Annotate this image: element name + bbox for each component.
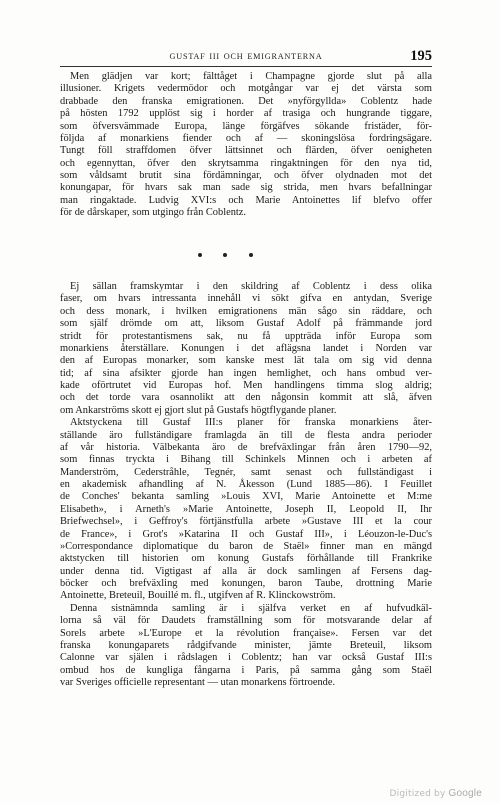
text-line: under denna tid. Vigtigast af alla är dock samlingen af Fersens dag-	[60, 565, 432, 577]
text-line: drabbade den franska emigrationen. Det »nyförgyllda» Coblentz hade	[60, 95, 432, 107]
section-separator	[0, 249, 500, 263]
watermark-text: Digitized by	[389, 789, 446, 799]
text-line: och dess monark, i hvilken emigrationens män sågo sin räddare, och	[60, 305, 432, 317]
text-line: Aktstyckena till Gustaf III:s planer för franska monarkiens åter-	[70, 417, 432, 429]
text-line: de Conches' bekanta samling »Louis XVI, Marie Antoinette et M:me	[60, 491, 432, 503]
text-line: som våldsamt brutit sina fördämningar, och öfver olydnaden mot det	[60, 170, 432, 181]
page-number: 195	[410, 48, 432, 64]
text-line: monarkiens återställare. Konungen i det aflägsna landet i Norden var	[60, 342, 432, 354]
text-line: böcker och brefväxling med konungen, baron Taube, drottning Marie	[60, 578, 432, 589]
separator-star-3	[249, 253, 253, 257]
text-line: och egennyttan, öfver den skrytsamma ringaktningen för den nya tid,	[60, 157, 432, 169]
text-line: konungapar, för hvars sak man sade sig strida, men hvars befallningar	[60, 182, 432, 194]
text-line: på hösten 1792 upplöst sig i horder af trasiga och hungrande tiggare,	[60, 108, 432, 120]
header-rule	[60, 66, 432, 67]
separator-star-1	[198, 253, 202, 257]
text-line: som finnas tryckta i Bihang till Schinkels Minnen och i arbeten af	[60, 454, 432, 466]
text-line: ställande äro fullständigare framlagda än till de flesta andra perioder	[60, 429, 432, 441]
text-line: Denna sistnämnda samling är i själfva verket en af hufvudkäl-	[70, 602, 432, 614]
watermark-brand: Google	[448, 788, 482, 799]
text-line: de France», i Grot's »Katarina II och Gustaf III», i Léouzon-le-Duc's	[60, 528, 432, 540]
text-line: aktstycken till historien om konung Gustafs förhållande till Frankrike	[60, 553, 432, 565]
paragraph-1	[60, 71, 432, 220]
text-line: lorna så väl för Daudets framställning som för motsvarande delar af	[60, 615, 432, 627]
page-header	[60, 48, 432, 66]
text-line: tid; af sina afsikter gjorde han ingen hemlighet, och hans ombud ver-	[60, 367, 432, 379]
text-line: faser, om hvars intressanta innehåll vi sökt gifva en antydan, Sverige	[60, 293, 432, 305]
text-line: som öfversvämmade Europa, länge förgäfves sökande fristäder, för-	[60, 120, 432, 132]
text-line: Ej sällan framskymtar i den skildring af Coblentz i dess olika	[70, 281, 432, 292]
text-line: för de dårskaper, som utgingo från Coblentz.	[60, 207, 246, 219]
text-line: Antoinette, Breteuil, Bouillé m. fl., utgifven af R. Klinckowström.	[60, 590, 336, 602]
text-line: af vår historia. Välbekanta äro de brefväxlingar från åren 1790—92,	[60, 441, 432, 453]
text-line: Men glädjen var kort; fälttåget i Champagne gjorde slut på alla	[70, 71, 432, 82]
separator-star-2	[223, 253, 227, 257]
text-line: som själf drömde om att, liksom Gustaf Adolf på främmande jord	[60, 318, 432, 330]
paragraph-2	[60, 281, 432, 689]
text-line: den af Europas monarker, som kanske mest lät tala om sig vid denna	[60, 355, 432, 367]
text-line: om Ankarströms skott ej gjort slut på Gustafs högtflygande planer.	[60, 404, 337, 416]
text-line: en akademisk afhandling af N. Åkesson (Lund 1885—86). I Feuillet	[60, 479, 432, 490]
text-line: Elisabeth», i Arneth's »Marie Antoinette, Joseph II, Leopold II, Ihr	[60, 503, 432, 515]
text-line: och det torde vara osannolikt att den någonsin kommit att slå, äfven	[60, 392, 432, 404]
text-line: »Correspondance diplomatique du baron de Staël» finner man en mängd	[60, 540, 432, 552]
text-line: var Sveriges officielle representant — utan monarkens förtroende.	[60, 677, 336, 688]
text-line: Manderström, Cederstråhle, Tegnér, samt senast och fullständigast i	[60, 466, 432, 478]
text-line: kade oförtrutet vid Europas hof. Men handlingens timma slog aldrig;	[60, 380, 432, 391]
text-line: man ringaktade. Ludvig XVI:s och Marie Antoinettes lif blefvo offer	[60, 194, 432, 206]
text-line: Sorels arbete »L'Europe et la révolution française». Fersen var det	[60, 627, 432, 639]
text-line: Tungt föll straffdomen öfver lättsinnet och flärden, öfver oenigheten	[60, 145, 432, 157]
text-line: ombud hos de kungliga fångarna i Paris, på samma gång som Staël	[60, 664, 432, 676]
text-line: franska konungaparets rådgifvande minister, jämte Breteuil, liksom	[60, 639, 432, 651]
text-line: stridt för protestantismens sak, nu få uppträda inför Europa som	[60, 330, 432, 342]
running-head: GUSTAF III OCH EMIGRANTERNA	[169, 52, 323, 61]
digitization-watermark	[390, 788, 482, 799]
text-line: Calonne var själen i rådslagen i Coblentz; han var också Gustaf III:s	[60, 652, 432, 664]
text-line: illusioner. Krigets vedermödor och motgångar var ej det värsta som	[60, 83, 432, 95]
text-line: Briefwechsel», i Geffroy's förtjänstfulla arbete »Gustave III et la cour	[60, 516, 432, 528]
text-line: följda af monarkiens fiender och af — skoningslösa fordringsägare.	[60, 132, 432, 144]
